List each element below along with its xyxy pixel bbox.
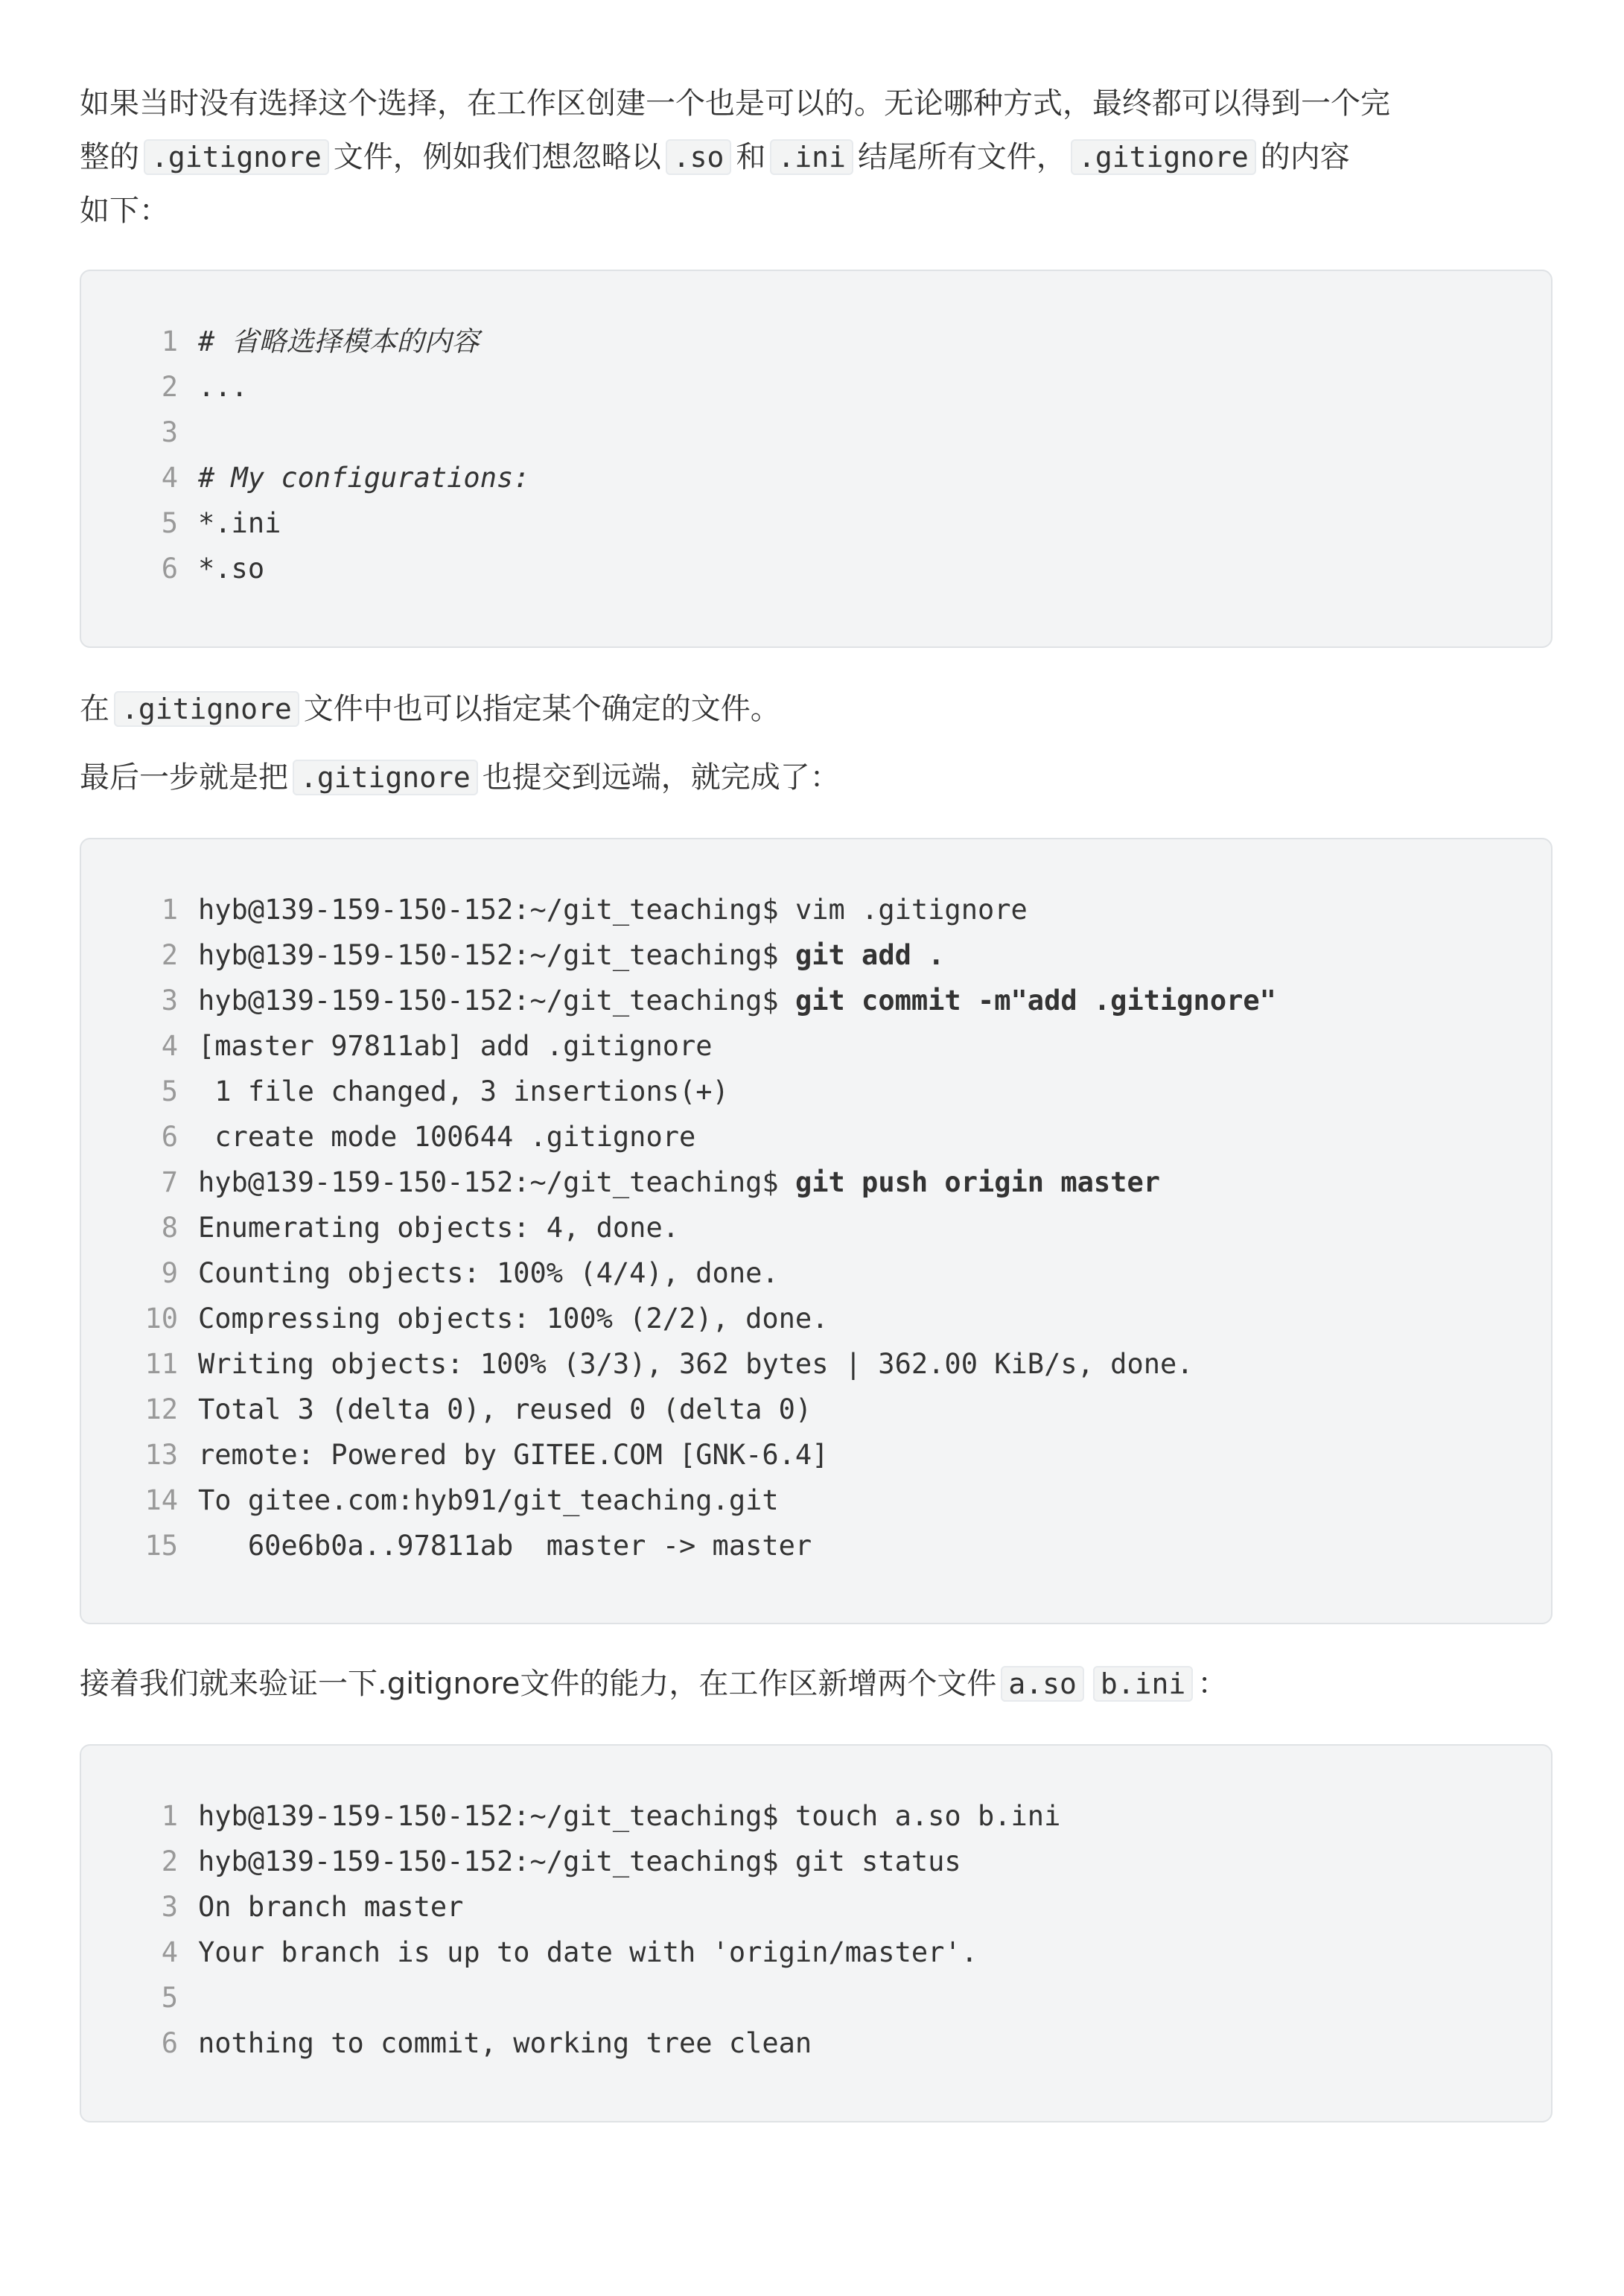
code-line	[81, 1793, 1551, 1839]
code-text	[198, 978, 1276, 1023]
code-line	[81, 1523, 1551, 1568]
code-line	[81, 364, 1551, 410]
shell-command: git commit -m"add .gitignore"	[795, 985, 1276, 1017]
inline-code-so: .so	[666, 139, 732, 175]
code-line	[81, 1839, 1551, 1884]
shell-prompt: hyb@139-159-150-152:~/git_teaching$	[198, 939, 795, 971]
code-block-gitignore-content	[80, 270, 1553, 648]
code-line	[81, 500, 1551, 546]
code-line	[81, 546, 1551, 591]
intro-text-1: 如果当时没有选择这个选择，在工作区创建一个也是可以的。无论哪种方式，最终都可以得到一个完	[80, 86, 1390, 121]
shell-output: 1 file changed, 3 insertions(+)	[198, 1075, 729, 1107]
inline-code-gitignore: .gitignore	[144, 139, 329, 175]
shell-command: git push origin master	[795, 1166, 1161, 1198]
code-text	[198, 1250, 779, 1296]
shell-output: 60e6b0a..97811ab master -> master	[198, 1530, 812, 1562]
code-text	[198, 1341, 1194, 1387]
shell-output: Enumerating objects: 4, done.	[198, 1212, 680, 1244]
code-text	[198, 887, 1028, 932]
line-number: 3	[161, 1891, 178, 1923]
code-line	[81, 978, 1551, 1023]
line-number: 6	[161, 553, 178, 585]
line-number: 15	[144, 1530, 178, 1562]
code-text	[198, 1114, 695, 1160]
inline-code-b-ini: b.ini	[1093, 1666, 1193, 1702]
code-text: On branch master	[198, 1891, 464, 1923]
line-number: 1	[161, 894, 178, 926]
para-push-gitignore	[80, 751, 1555, 804]
intro-text-3: 如下：	[80, 194, 169, 228]
code-line	[81, 1160, 1551, 1205]
code-text: hyb@139-159-150-152:~/git_teaching$ git status	[198, 1845, 961, 1877]
intro-line-1	[80, 77, 1555, 130]
code-text: hyb@139-159-150-152:~/git_teaching$ touch a.so b.ini	[198, 1800, 1061, 1832]
line-number: 14	[144, 1484, 178, 1516]
line-number: 4	[161, 1030, 178, 1062]
code-line	[81, 2020, 1551, 2066]
shell-output: To gitee.com:hyb91/git_teaching.git	[198, 1484, 779, 1516]
code-block-status	[80, 1744, 1553, 2122]
line-number: 4	[161, 1936, 178, 1968]
intro-text-2-prefix: 整的	[80, 140, 139, 174]
code-block-commit-push	[80, 838, 1553, 1624]
code-line	[81, 1114, 1551, 1160]
code-text	[198, 1387, 812, 1432]
code-text: *.ini	[198, 507, 281, 539]
code-line	[81, 1069, 1551, 1114]
shell-output: Compressing objects: 100% (2/2), done.	[198, 1303, 829, 1335]
para-verify-gitignore	[80, 1657, 1555, 1711]
code-line	[81, 1023, 1551, 1069]
line-number: 3	[161, 985, 178, 1017]
shell-command: git add .	[795, 939, 945, 971]
inline-code-gitignore-2: .gitignore	[1071, 139, 1256, 175]
code-text	[198, 1432, 828, 1478]
intro-line-2	[80, 130, 1555, 184]
code-text	[198, 1523, 812, 1568]
para4-prefix: 接着我们就来验证一下.gitignore文件的能力，在工作区新增两个文件	[80, 1667, 997, 1701]
code-text	[198, 1296, 828, 1341]
para3-suffix: 也提交到远端，就完成了：	[482, 760, 840, 795]
code-text: *.so	[198, 553, 265, 585]
para2-suffix: 文件中也可以指定某个确定的文件。	[303, 692, 780, 726]
code-line	[81, 1296, 1551, 1341]
code-line	[81, 1341, 1551, 1387]
line-number: 8	[161, 1212, 178, 1244]
line-number: 2	[161, 939, 178, 971]
code-text	[198, 1023, 713, 1069]
line-number: 3	[161, 416, 178, 448]
shell-output: Total 3 (delta 0), reused 0 (delta 0)	[198, 1393, 812, 1425]
shell-prompt: hyb@139-159-150-152:~/git_teaching$	[198, 985, 795, 1017]
line-number: 13	[144, 1439, 178, 1471]
code-text	[198, 932, 944, 978]
para3-prefix: 最后一步就是把	[80, 760, 288, 795]
code-line	[81, 319, 1551, 364]
line-number: 6	[161, 1121, 178, 1153]
line-number: 1	[161, 325, 178, 357]
code-line	[81, 1432, 1551, 1478]
shell-prompt: hyb@139-159-150-152:~/git_teaching$	[198, 894, 795, 926]
shell-output: Counting objects: 100% (4/4), done.	[198, 1257, 779, 1289]
inline-code-ini: .ini	[770, 139, 853, 175]
shell-output: Writing objects: 100% (3/3), 362 bytes | 362.00 KiB/s, done.	[198, 1348, 1194, 1380]
code-line	[81, 887, 1551, 932]
line-number: 6	[161, 2027, 178, 2059]
para4-suffix: ：	[1197, 1667, 1228, 1701]
line-number: 12	[144, 1393, 178, 1425]
shell-output: [master 97811ab] add .gitignore	[198, 1030, 713, 1062]
shell-output: remote: Powered by GITEE.COM [GNK-6.4]	[198, 1439, 829, 1471]
inline-code-gitignore-3: .gitignore	[114, 691, 299, 727]
code-line	[81, 1975, 1551, 2020]
line-number: 5	[161, 1075, 178, 1107]
code-line	[81, 1250, 1551, 1296]
line-number: 10	[144, 1303, 178, 1335]
code-text: nothing to commit, working tree clean	[198, 2027, 812, 2059]
code-line	[81, 932, 1551, 978]
line-number: 4	[161, 462, 178, 494]
code-text	[198, 1160, 1160, 1205]
shell-command: vim .gitignore	[795, 894, 1028, 926]
code-line	[81, 1387, 1551, 1432]
intro-text-and: 和	[736, 140, 766, 174]
para-specify-file	[80, 682, 1555, 736]
shell-prompt: hyb@139-159-150-152:~/git_teaching$	[198, 1166, 795, 1198]
code-text: # 省略选择模本的内容	[198, 325, 480, 357]
intro-line-3	[80, 184, 1555, 238]
line-number: 2	[161, 371, 178, 403]
code-line	[81, 1930, 1551, 1975]
inline-code-gitignore-4: .gitignore	[293, 760, 478, 795]
line-number: 5	[161, 507, 178, 539]
intro-text-2-end: 的内容	[1260, 140, 1350, 174]
line-number: 1	[161, 1800, 178, 1832]
line-number: 7	[161, 1166, 178, 1198]
code-line	[81, 410, 1551, 455]
code-text: ...	[198, 371, 248, 403]
code-line	[81, 1478, 1551, 1523]
code-text: # My configurations:	[198, 462, 530, 494]
shell-output: create mode 100644 .gitignore	[198, 1121, 696, 1153]
intro-text-2-suffix: 结尾所有文件，	[857, 140, 1066, 174]
para2-prefix: 在	[80, 692, 109, 726]
code-line	[81, 1205, 1551, 1250]
code-text	[198, 1069, 729, 1114]
code-text	[198, 1478, 779, 1523]
line-number: 2	[161, 1845, 178, 1877]
line-number: 11	[144, 1348, 178, 1380]
code-text	[198, 1205, 679, 1250]
code-line	[81, 455, 1551, 500]
code-line	[81, 1884, 1551, 1930]
line-number: 5	[161, 1982, 178, 2014]
code-text: Your branch is up to date with 'origin/master'.	[198, 1936, 978, 1968]
inline-code-a-so: a.so	[1001, 1666, 1084, 1702]
intro-text-2-mid: 文件，例如我们想忽略以	[333, 140, 661, 174]
line-number: 9	[161, 1257, 178, 1289]
